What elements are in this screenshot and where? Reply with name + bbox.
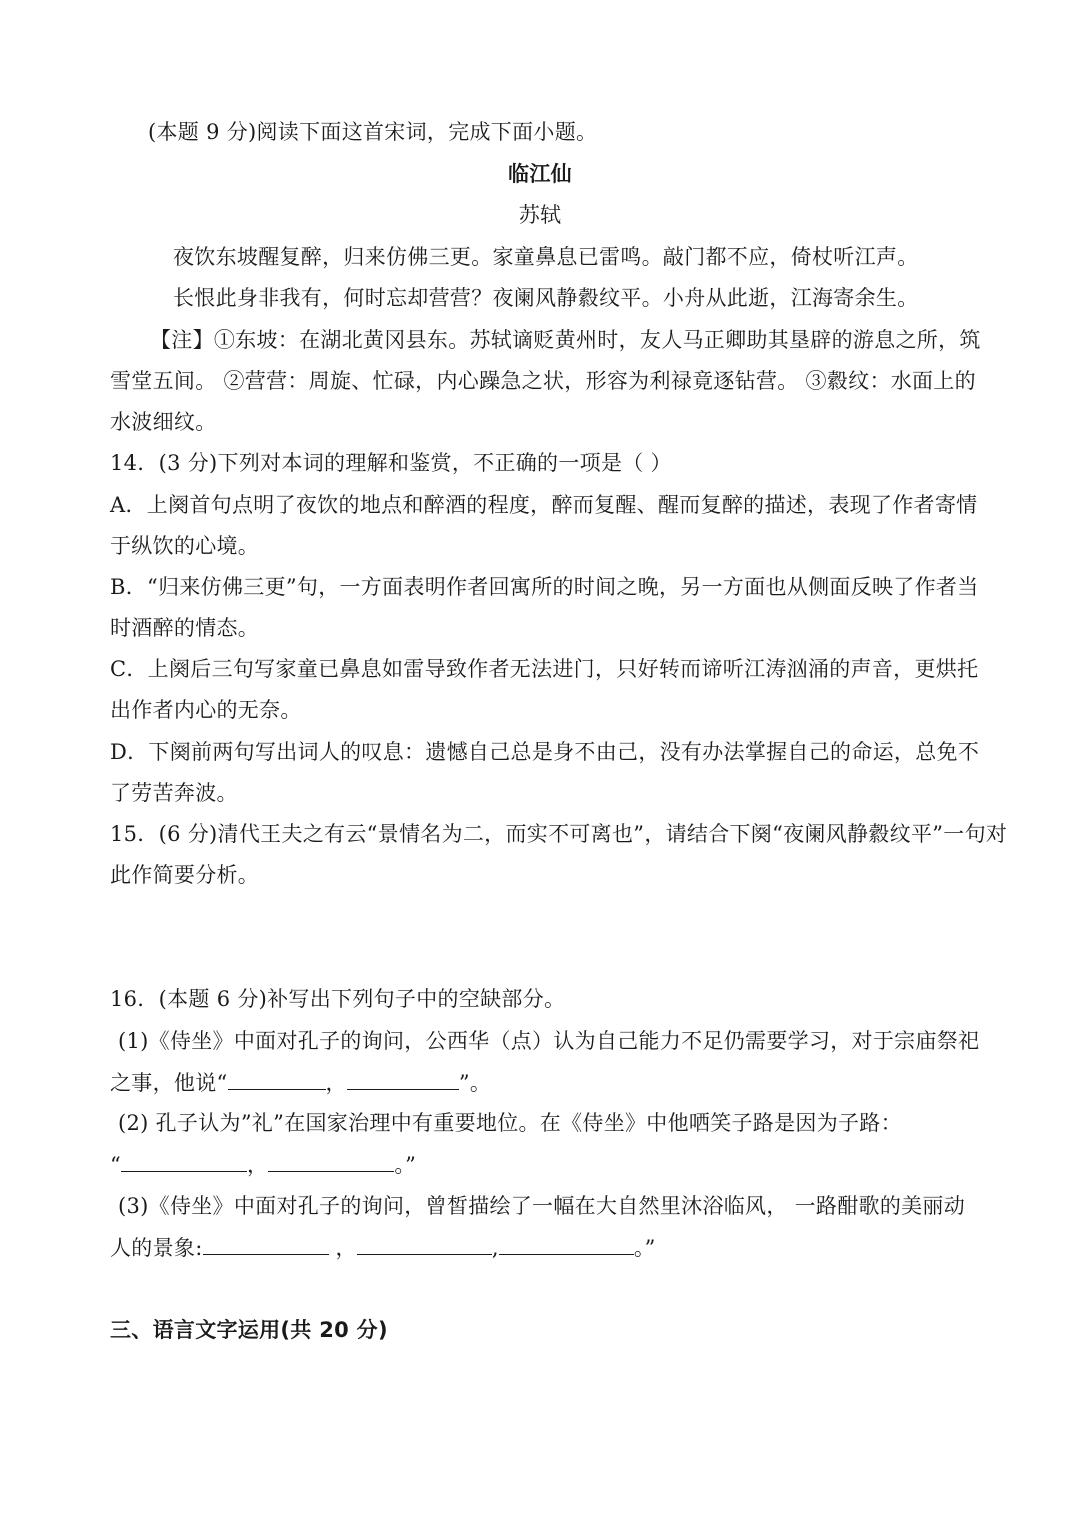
q16-sub2-blank-2[interactable] [268,1149,394,1172]
poem-author: 苏轼 [518,203,562,227]
q16-sub3-prefix: 人的景象: [110,1236,203,1260]
q16-sub1-blank-1[interactable] [228,1067,326,1090]
q14-option-b-line2: 时酒醉的情态。 [110,616,260,640]
note-line-1: 【注】①东坡：在湖北黄冈县东。苏轼谪贬黄州时，友人马正卿助其垦辟的游息之所，筑 [150,328,981,352]
note-line-3: 水波细纹。 [110,410,217,434]
q16-sub1-sep: ， [325,1071,347,1095]
poem-line-2: 长恨此身非我有，何时忘却营营？夜阑风静縠纹平。小舟从此逝，江海寄余生。 [173,286,919,310]
q16-sub2-suffix: 。” [394,1153,417,1177]
q16-sub2-sep: ， [247,1153,269,1177]
q16-sub1-blank-2[interactable] [347,1067,459,1090]
poem-line-1: 夜饮东坡醒复醉，归来仿佛三更。家童鼻息已雷鸣。敲门都不应，倚杖听江声。 [173,245,919,269]
q16-sub3-sep-1: ， [328,1236,357,1260]
q16-sub1-line1: (1)《侍坐》中面对孔子的询问，公西华（点）认为自己能力不足仍需要学习，对于宗庙祭祀 [118,1029,980,1053]
section-3-heading: 三、语言文字运用(共 20 分) [110,1318,388,1342]
q14-stem: 14．(3 分)下列对本词的理解和鉴赏，不正确的一项是（ ） [110,451,672,475]
q16-sub3-sep-2: , [491,1236,499,1260]
q14-option-c-line1: C．上阕后三句写家童已鼻息如雷导致作者无法进门，只好转而谛听江涛汹涌的声音，更烘托 [110,657,979,681]
q14-option-b-line1: B．“归来仿佛三更”句，一方面表明作者回寓所的时间之晚，另一方面也从侧面反映了作者当 [110,575,979,599]
q15-line-1: 15．(6 分)清代王夫之有云“景情名为二，而实不可离也”，请结合下阕“夜阑风静縠纹平”一句对 [110,822,1008,846]
q16-sub3-blank-1[interactable] [203,1232,329,1255]
q16-sub1-prefix: 之事，他说“ [110,1071,228,1095]
q14-option-a-line2: 于纵饮的心境。 [110,534,260,558]
q16-sub2-line1: (2) 孔子认为”礼”在国家治理中有重要地位。在《侍坐》中他哂笑子路是因为子路： [118,1111,902,1135]
q16-sub1-suffix: ”。 [458,1071,492,1095]
q16-sub3-line2 [110,1232,990,1263]
q16-sub3-blank-2[interactable] [357,1232,492,1255]
q16-sub2-prefix: “ [110,1153,122,1177]
note-line-2: 雪堂五间。 ②营营：周旋、忙碌，内心躁急之状，形容为利禄竟逐钻营。 ③縠纹：水面上的 [110,369,976,393]
q14-option-a-line1: A．上阕首句点明了夜饮的地点和醉酒的程度，醉而复醒、醒而复醉的描述，表现了作者寄情 [110,493,978,517]
q16-sub2-line2 [110,1149,990,1180]
q16-sub3-line1: (3)《侍坐》中面对孔子的询问，曾皙描绘了一幅在大自然里沐浴临风， 一路酣歌的美丽动 [118,1194,966,1218]
q16-sub2-blank-1[interactable] [121,1149,247,1172]
q15-line-2: 此作简要分析。 [110,863,260,887]
poem-title: 临江仙 [508,162,572,186]
q14-option-d-line1: D．下阕前两句写出词人的叹息：遗憾自己总是身不由己，没有办法掌握自己的命运，总免不 [110,740,980,764]
q16-sub3-suffix: 。” [633,1236,656,1260]
q16-stem: 16．(本题 6 分)补写出下列句子中的空缺部分。 [110,987,566,1011]
q16-sub1-line2 [110,1067,990,1098]
q14-option-d-line2: 了劳苦奔波。 [110,781,238,805]
q14-option-c-line2: 出作者内心的无奈。 [110,698,302,722]
q16-sub3-blank-3[interactable] [499,1232,634,1255]
reading-intro: (本题 9 分)阅读下面这首宋词，完成下面小题。 [148,120,598,144]
